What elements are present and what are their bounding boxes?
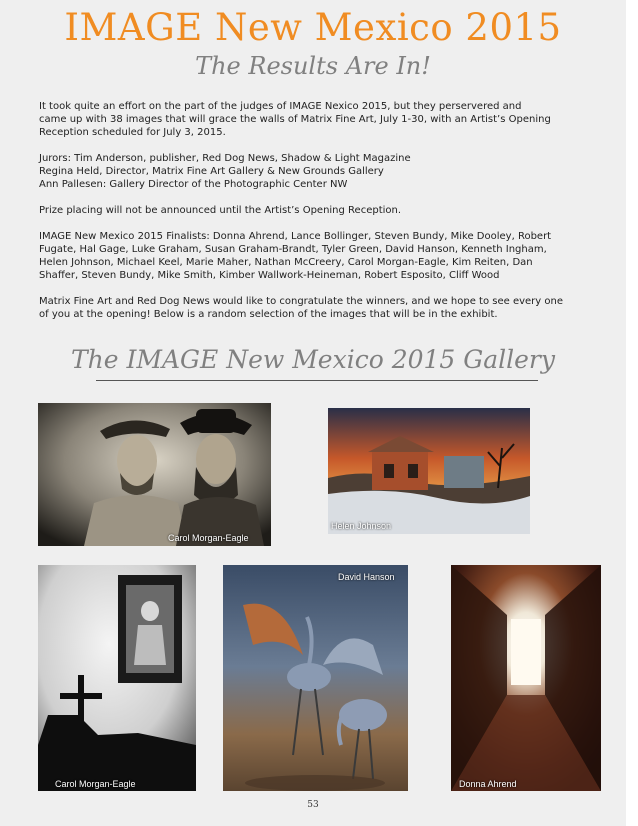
article-body [39, 100, 599, 334]
photo-corridor-image [451, 565, 601, 791]
photo-caption: Carol Morgan-Eagle [168, 533, 249, 543]
finalists-line: Fugate, Hal Gage, Luke Graham, Susan Graham-Brandt, Tyler Green, David Hanson, Kenneth Ingham, [39, 244, 547, 255]
intro-line: Reception scheduled for July 3, 2015. [39, 127, 226, 138]
finalists-line: Helen Johnson, Michael Keel, Marie Maher, Nathan McCreery, Carol Morgan-Eagle, Kim Reiten, Dan [39, 257, 533, 268]
page-edge [626, 0, 638, 826]
photo-corridor [451, 565, 601, 791]
photo-caption: David Hanson [338, 572, 395, 582]
jurors-paragraph [39, 152, 599, 191]
jurors-line: Jurors: Tim Anderson, publisher, Red Dog News, Shadow & Light Magazine [39, 153, 411, 164]
finalists-line: Shaffer, Steven Bundy, Mike Smith, Kimber Wallwork-Heineman, Robert Esposito, Cliff Wood [39, 270, 500, 281]
closing-paragraph [39, 295, 599, 321]
photo-caption: Donna Ahrend [459, 779, 517, 789]
gallery-title: The IMAGE New Mexico 2015 Gallery [70, 345, 556, 374]
jurors-line: Ann Pallesen: Gallery Director of the Photographic Center NW [39, 179, 348, 190]
finalists-paragraph [39, 230, 599, 282]
page-number: 53 [307, 800, 319, 810]
intro-line: came up with 38 images that will grace the walls of Matrix Fine Art, July 1-30, with an Artist’s Opening [39, 114, 551, 125]
prize-paragraph [39, 204, 599, 217]
photo-cranes [223, 565, 408, 791]
page-subtitle: The Results Are In! [195, 52, 431, 80]
photo-cranes-image [223, 565, 408, 791]
page-title: IMAGE New Mexico 2015 [64, 6, 562, 49]
photo-caption: Helen Johnson [331, 521, 392, 531]
photo-cross-window [38, 565, 196, 791]
photo-portrait-two-men [38, 403, 271, 546]
photo-two-men-image [38, 403, 271, 546]
finalists-line: IMAGE New Mexico 2015 Finalists: Donna Ahrend, Lance Bollinger, Steven Bundy, Mike Dooley, Robert [39, 231, 552, 242]
closing-line: Matrix Fine Art and Red Dog News would like to congratulate the winners, and we hope to see every one [39, 296, 563, 307]
photo-adobe-house [328, 408, 530, 534]
gallery-title-rule [96, 380, 538, 381]
photo-adobe-house-image [328, 408, 530, 534]
closing-line: of you at the opening! Below is a random selection of the images that will be in the exhibit. [39, 309, 498, 320]
prize-line: Prize placing will not be announced until the Artist’s Opening Reception. [39, 205, 402, 216]
jurors-line: Regina Held, Director, Matrix Fine Art Gallery & New Grounds Gallery [39, 166, 384, 177]
photo-cross-window-image [38, 565, 196, 791]
intro-line: It took quite an effort on the part of the judges of IMAGE Nexico 2015, but they perservered and [39, 101, 522, 112]
photo-caption: Carol Morgan-Eagle [55, 779, 136, 789]
intro-paragraph [39, 100, 599, 139]
